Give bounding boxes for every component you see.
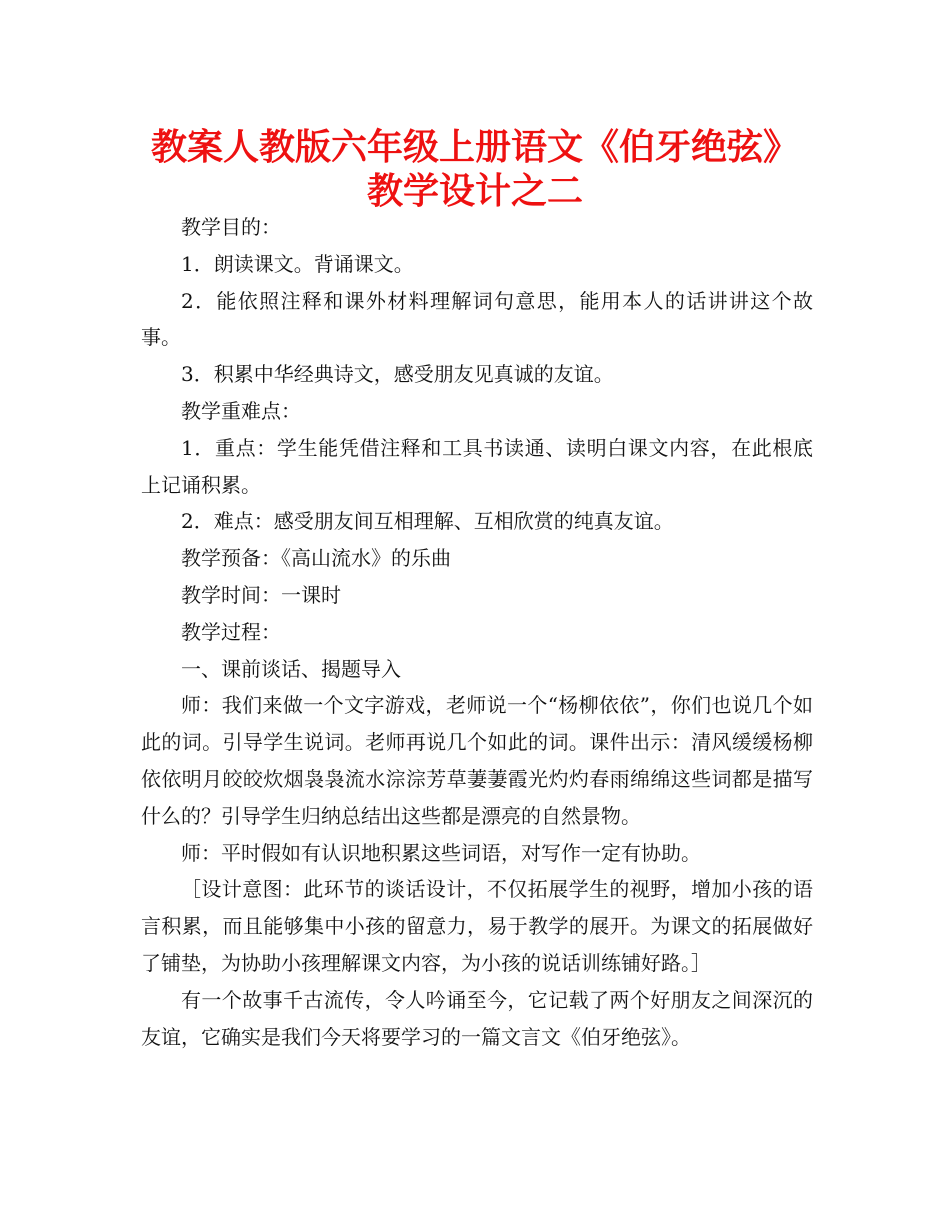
paragraph: 教学目的： bbox=[181, 215, 281, 239]
paragraph: 师：平时假如有认识地积累这些词语，对写作一定有协助。 bbox=[181, 840, 701, 865]
paragraph: 3．积累中华经典诗文，感受朋友见真诚的友谊。 bbox=[181, 362, 614, 387]
paragraph: ［设计意图：此环节的谈话设计，不仅拓展学生的视野，增加小孩的语言积累，而且能够集中小孩的留意力，易于教学的展开。为课文的拓展做好了铺垫，为协助小孩理解课文内容，为小孩的说话训练铺好路。］ bbox=[141, 877, 813, 975]
paragraph: 有一个故事千古流传，令人吟诵至今，它记载了两个好朋友之间深沉的友谊，它确实是我们今天将要学习的一篇文言文《伯牙绝弦》。 bbox=[141, 987, 813, 1049]
document-body bbox=[141, 209, 813, 1055]
paragraph: 教学时间：一课时 bbox=[181, 582, 341, 607]
paragraph: 教学过程： bbox=[181, 619, 281, 644]
paragraph: 教学重难点： bbox=[181, 398, 301, 423]
paragraph: 2．难点：感受朋友间互相理解、互相欣赏的纯真友谊。 bbox=[181, 509, 674, 534]
paragraph: 师：我们来做一个文字游戏，老师说一个“杨柳依依”，你们也说几个如此的词。引导学生说词。老师再说几个如此的词。课件出示：清风缓缓杨柳依依明月皎皎炊烟袅袅流水淙淙芳草萋萋霞光灼灼春雨绵绵这些词都是描写什么的？引导学生归纳总结出这些都是漂亮的自然景物。 bbox=[141, 693, 813, 828]
paragraph: 教学预备：《高山流水》的乐曲 bbox=[181, 546, 451, 571]
document-title-line-1: 教案人教版六年级上册语文《伯牙绝弦》 bbox=[150, 127, 799, 168]
paragraph: 2．能依照注释和课外材料理解词句意思，能用本人的话讲讲这个故事。 bbox=[141, 288, 813, 350]
paragraph: 一、课前谈话、揭题导入 bbox=[181, 656, 401, 681]
paragraph: 1．重点：学生能凭借注释和工具书读通、读明白课文内容，在此根底上记诵积累。 bbox=[141, 435, 813, 497]
paragraph: 1．朗读课文。背诵课文。 bbox=[181, 251, 414, 276]
document-title-line-2: 教学设计之二 bbox=[366, 171, 583, 212]
